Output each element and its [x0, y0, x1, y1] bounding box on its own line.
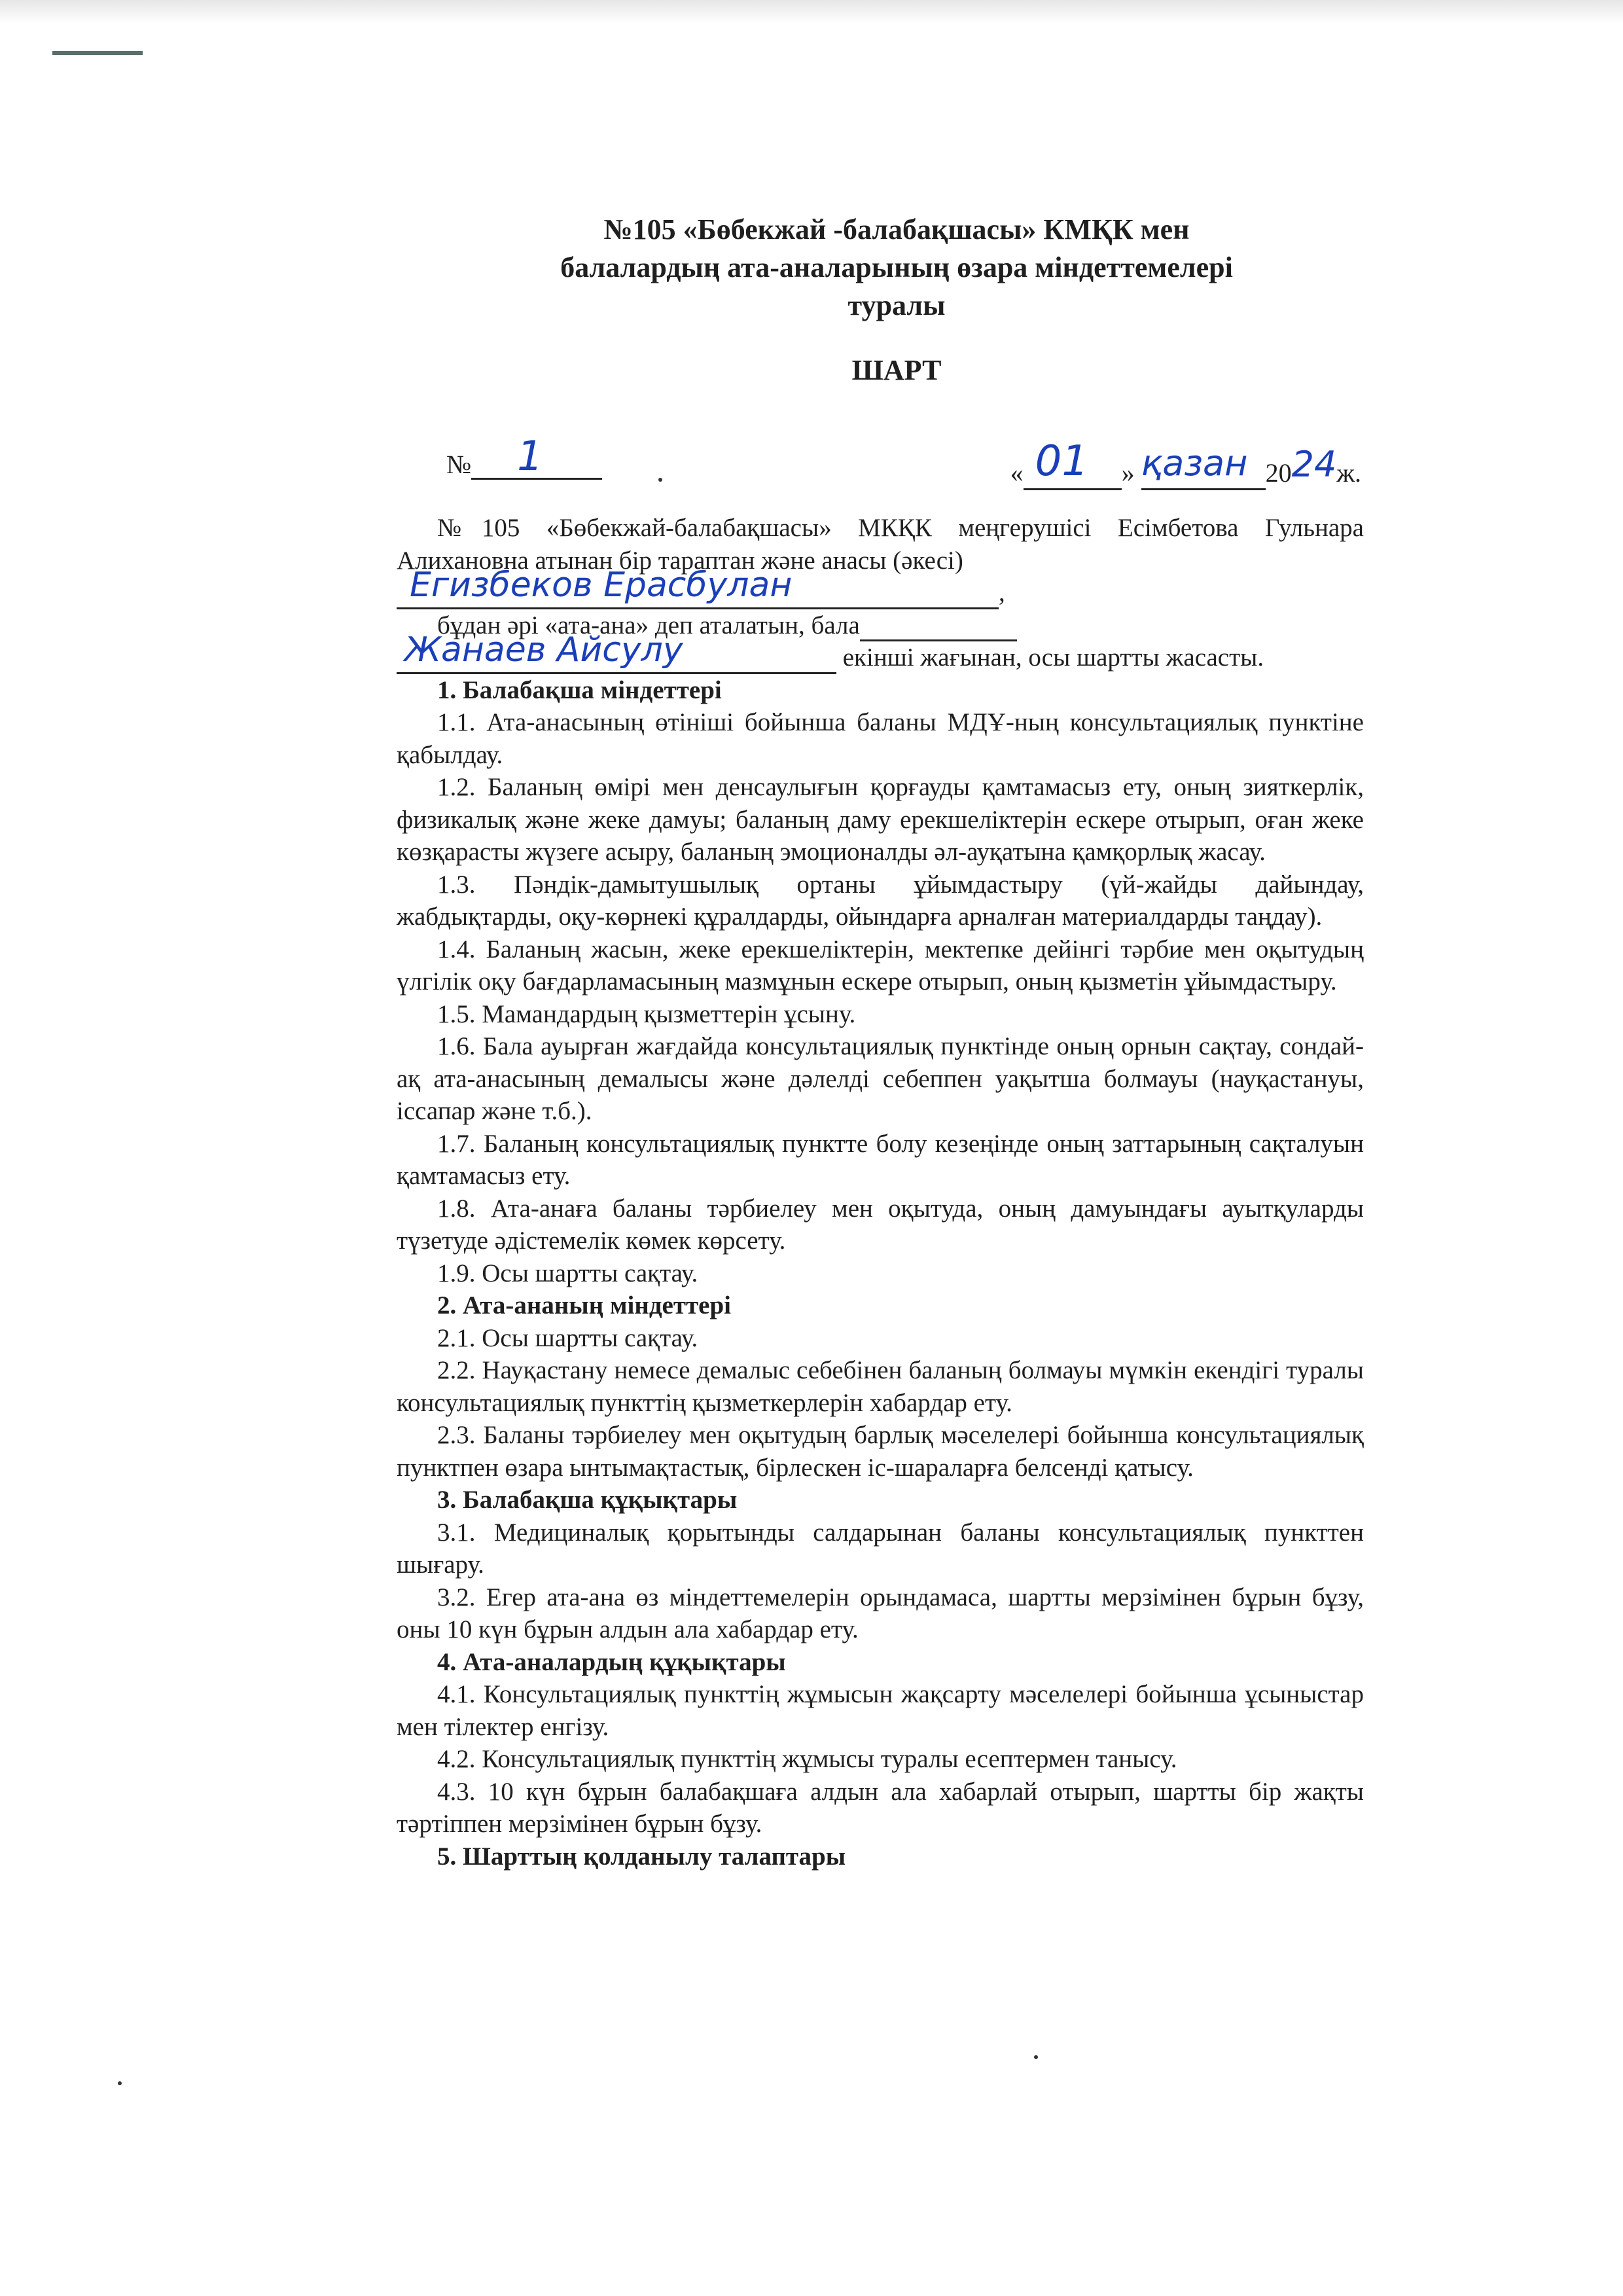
section-1-item: 1.8. Ата-анаға баланы тәрбиелеу мен оқытуда, оның дамуындағы ауытқуларды түзетуде әдістемелік көмек көрсету.	[397, 1194, 1364, 1255]
section-1-heading: 1. Балабақша міндеттері	[437, 675, 722, 704]
section-2-item: 2.2. Науқастану немесе демалыс себебінен баланың болмауы мүмкін екендігі туралы консультациялық пункттің қызметкерлерін хабардар ету.	[397, 1356, 1364, 1417]
scan-speck	[658, 478, 662, 482]
section-1-item: 1.5. Мамандардың қызметтерін ұсыну.	[437, 999, 856, 1028]
section-3-item: 3.2. Егер ата-ана өз міндеттемелерін орындамаса, шартты мерзімінен бұрын бұзу, оны 10 күн бұрын алдын ала хабардар ету.	[397, 1583, 1364, 1643]
scan-speck	[1034, 2055, 1038, 2059]
preamble-part1: №105 «Бөбекжай-балабақшасы» МКҚК меңгерушісі Есімбетова Гульнара Алихановна атынан бір тараптан және анасы (әкесі)	[397, 514, 1364, 575]
section-4-heading: 4. Ата-аналардың құқықтары	[437, 1647, 786, 1676]
child-blank-1	[860, 611, 1017, 641]
scan-edge-shadow	[0, 0, 1623, 24]
title-line-1: №105 «Бөбекжай -балабақшасы» КМҚК мен	[603, 213, 1190, 245]
section-1-item: 1.4. Баланың жасын, жеке ерекшеліктерін, мектепке дейінгі тәрбие мен оқытудың үлгілік оқу бағдарламасының мазмұнын ескере отырып, оның қызметін ұйымдастыру.	[397, 935, 1364, 996]
number-prefix: №	[446, 450, 472, 479]
year-suffix: ж.	[1336, 458, 1361, 488]
child-name-line	[397, 630, 1364, 674]
handwritten-year: 24	[1291, 444, 1337, 485]
date-quote-close: »	[1121, 458, 1135, 488]
handwritten-month: қазан	[1141, 442, 1248, 484]
contract-number	[446, 432, 602, 480]
contract-body	[397, 512, 1364, 1873]
handwritten-child-name: Жанаев Айсулу	[404, 630, 683, 670]
handwritten-parent-name: Егизбеков Ерасбулан	[410, 565, 793, 605]
title-line-2: балалардың ата-аналарының өзара міндеттемелері	[560, 251, 1233, 283]
section-1-item: 1.7. Баланың консультациялық пунктте болу кезеңінде оның заттарының сақталуын қамтамасыз ету.	[397, 1129, 1364, 1190]
child-name-blank	[397, 630, 836, 674]
preamble-part2: бұдан әрі «ата-ана» деп аталатын, бала	[437, 611, 860, 639]
contract-date	[1010, 437, 1361, 490]
parent-name-blank	[397, 565, 999, 609]
handwritten-number: 1	[517, 432, 543, 480]
date-quote-open: «	[1010, 458, 1024, 488]
section-3-heading: 3. Балабақша құқықтары	[437, 1486, 738, 1514]
year-prefix: 20	[1265, 458, 1292, 488]
number-blank	[471, 432, 602, 480]
handwritten-day: 01	[1035, 437, 1089, 486]
preamble-part3: екінші жағынан, осы шартты жасасты.	[842, 643, 1264, 672]
corner-mark	[52, 51, 143, 55]
section-2-item: 2.1. Осы шартты сақтау.	[437, 1323, 698, 1352]
section-1-item: 1.1. Ата-анасының өтініші бойынша баланы МДҰ-ның консультациялық пунктіне қабылдау.	[397, 708, 1364, 769]
parent-name-line: Егизбеков Ерасбулан ,	[397, 577, 1364, 609]
section-2-item: 2.3. Баланы тәрбиелеу мен оқытудың барлық мәселелері бойынша консультациялық пунктпен өзара ынтымақтастық, бірлескен іс-шараларға белсенді қатысу.	[397, 1421, 1364, 1482]
section-4-item: 4.1. Консультациялық пункттің жұмысын жақсарту мәселелері бойынша ұсыныстар мен тілектер енгізу.	[397, 1680, 1364, 1741]
scan-speck	[118, 2081, 122, 2085]
section-1-item: 1.6. Бала ауырған жағдайда консультациялық пунктінде оның орнын сақтау, сондай-ақ ата-анасының демалысы және дәлелді себеппен уақытша болмауы (науқастануы, іссапар және т.б.).	[397, 1032, 1364, 1125]
document-type: ШАРТ	[851, 354, 942, 386]
month-blank	[1141, 442, 1266, 490]
section-5-heading: 5. Шарттың қолданылу талаптары	[437, 1842, 846, 1871]
section-4-item: 4.2. Консультациялық пункттің жұмысы туралы есептермен танысу.	[437, 1745, 1177, 1773]
section-1-item: 1.9. Осы шартты сақтау.	[437, 1259, 698, 1287]
day-blank	[1024, 437, 1122, 490]
section-3-item: 3.1. Медициналық қорытынды салдарынан баланы консультациялық пункттен шығару.	[397, 1518, 1364, 1579]
section-1-item: 1.3. Пәндік-дамытушылық ортаны ұйымдастыру (үй-жайды дайындау, жабдықтарды, оқу-көрнекі құралдарды, ойындарға арналған материалдарды таңдау).	[397, 870, 1364, 931]
section-1-item: 1.2. Баланың өмірі мен денсаулығын қорғауды қамтамасыз ету, оның зияткерлік, физикалық және жеке дамуы; баланың даму ерекшеліктерін ескере отырып, оған жеке көзқарасты жүзеге асыру, баланың эмоционалды әл-ауқатына қамқорлық жасау.	[397, 773, 1364, 866]
section-4-item: 4.3. 10 күн бұрын балабақшаға алдын ала хабарлай отырып, шартты бір жақты тәртіппен мерзімінен бұрын бұзу.	[397, 1777, 1364, 1838]
title-line-3: туралы	[847, 289, 946, 321]
section-2-heading: 2. Ата-ананың міндеттері	[437, 1291, 732, 1319]
